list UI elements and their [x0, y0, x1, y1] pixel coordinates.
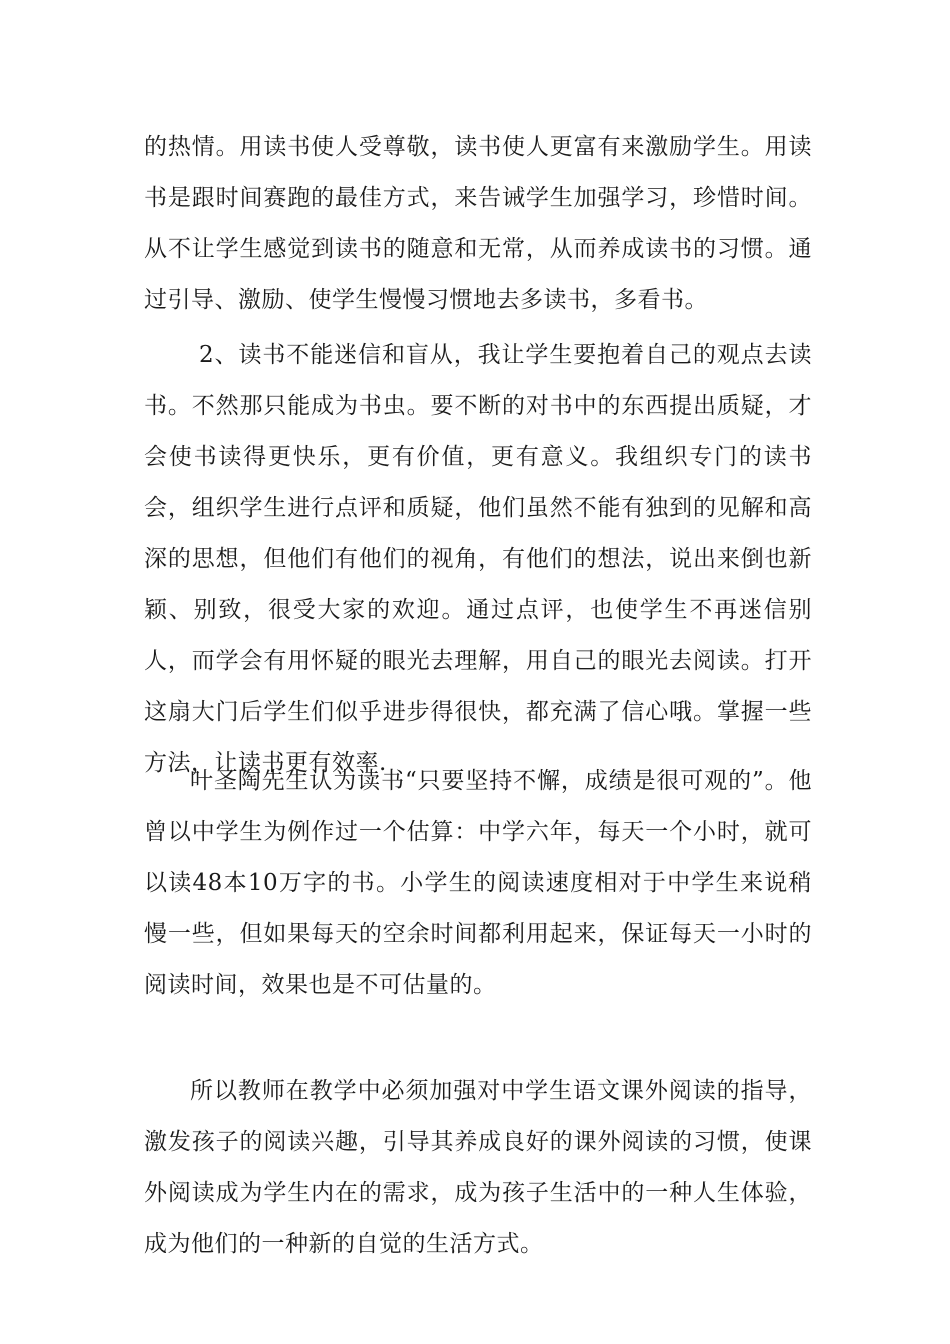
- paragraph-2: 2、读书不能迷信和盲从，我让学生要抱着自己的观点去读书。不然那只能成为书虫。要不断的对书中的东西提出质疑，才会使书读得更快乐，更有价值，更有意义。我组织专门的读书会，组织学生进行点评和质疑，他们虽然不能有独到的见解和高深的思想，但他们有他们的视角，有他们的想法，说出来倒也新颖、别致，很受大家的欢迎。通过点评，也使学生不再迷信别人，而学会有用怀疑的眼光去理解，用自己的眼光去阅读。打开这扇大门后学生们似乎进步得很快，都充满了信心哦。掌握一些方法，让读书更有效率.: [144, 342, 812, 776]
- paragraph-3: 叶圣陶先生认为读书“只要坚持不懈，成绩是很可观的”。他曾以中学生为例作过一个估算：中学六年，每天一个小时，就可以读48本10万字的书。小学生的阅读速度相对于中学生来说稍慢一些，但如果每天的空余时间都利用起来，保证每天一小时的阅读时间，效果也是不可估量的。: [144, 768, 812, 998]
- paragraph-1: 的热情。用读书使人受尊敬，读书使人更富有来激励学生。用读书是跟时间赛跑的最佳方式，来告诫学生加强学习，珍惜时间。从不让学生感觉到读书的随意和无常，从而养成读书的习惯。通过引导、激励、使学生慢慢习惯地去多读书，多看书。: [144, 134, 812, 313]
- paragraph-4: 所以教师在教学中必须加强对中学生语文课外阅读的指导，激发孩子的阅读兴趣，引导其养成良好的课外阅读的习惯，使课外阅读成为学生内在的需求，成为孩子生活中的一种人生体验，成为他们的一种新的自觉的生活方式。: [144, 1078, 812, 1257]
